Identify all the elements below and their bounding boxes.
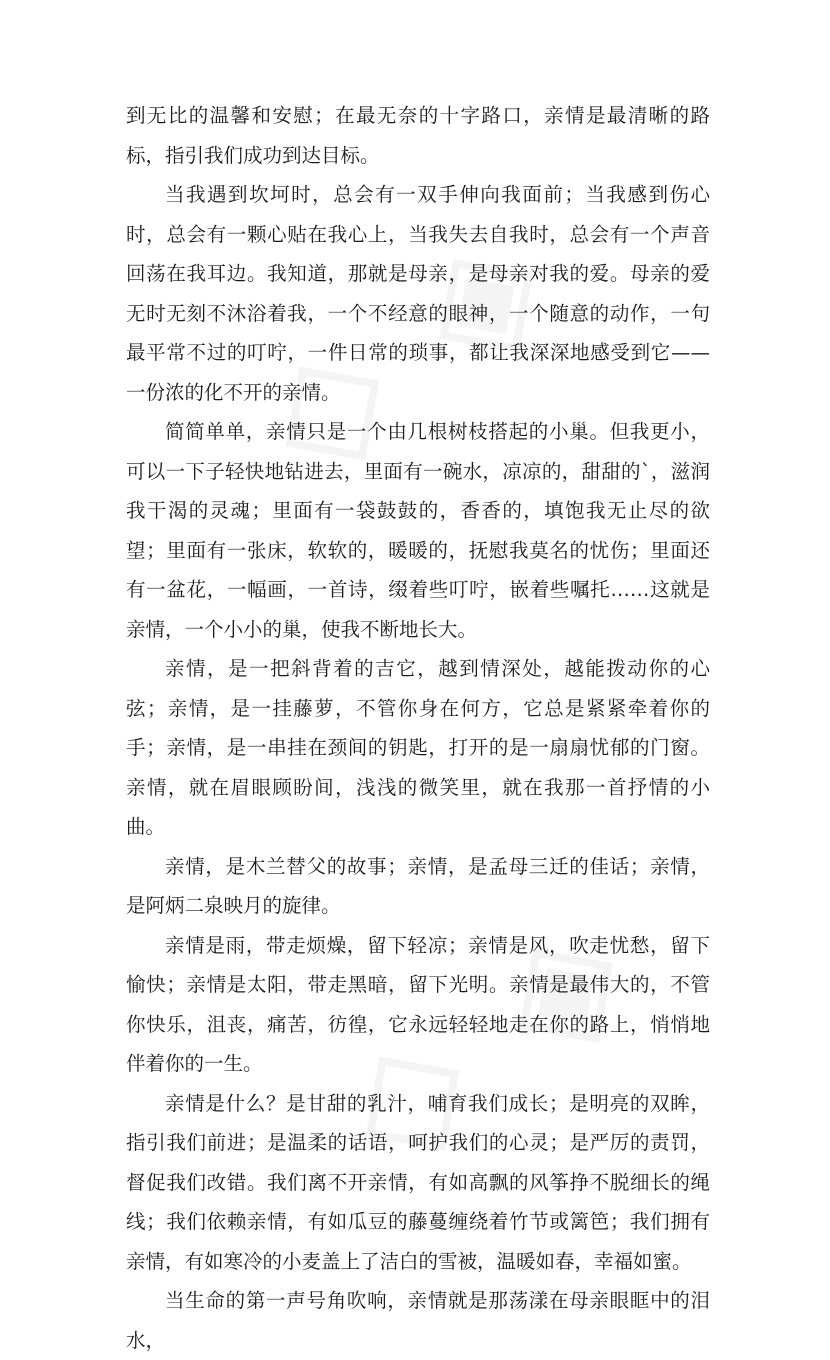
paragraph: 当生命的第一声号角吹响，亲情就是那荡漾在母亲眼眶中的泪水， (126, 1289, 710, 1352)
paragraph: 亲情，是木兰替父的故事；亲情，是孟母三迁的佳话；亲情，是阿炳二泉映月的旋律。 (126, 854, 710, 917)
paragraph: 到无比的温馨和安慰；在最无奈的十字路口，亲情是最清晰的路标，指引我们成功到达目标。 (126, 104, 710, 167)
paragraph: 亲情是什么？是甘甜的乳汁，哺育我们成长；是明亮的双眸，指引我们前进；是温柔的话语，呵护我们的心灵；是严厉的责罚，督促我们改错。我们离不开亲情，有如高飘的风筝挣不脱细长的绳线；我们依赖亲情，有如瓜豆的藤蔓缠绕着竹节或篱笆；我们拥有亲情，有如寒冷的小麦盖上了洁白的雪被，温暖如春，幸福如蜜。 (126, 1091, 710, 1273)
paragraph: 亲情是雨，带走烦燥，留下轻凉；亲情是风，吹走忧愁，留下愉快；亲情是太阳，带走黑暗，留下光明。亲情是最伟大的，不管你快乐，沮丧，痛苦，彷徨，它永远轻轻地走在你的路上，悄悄地伴着你的一生。 (126, 933, 710, 1075)
paragraph: 简简单单，亲情只是一个由几根树枝搭起的小巢。但我更小，可以一下子轻快地钻进去，里面有一碗水，凉凉的，甜甜的`，滋润我干渴的灵魂；里面有一袋鼓鼓的，香香的，填饱我无止尽的欲望；里面有一张床，软软的，暖暖的，抚慰我莫名的忧伤；里面还有一盆花，一幅画，一首诗，缀着些叮咛，嵌着些嘱托……这就是亲情，一个小小的巢，使我不断地长大。 (126, 420, 710, 641)
document-body (126, 96, 710, 1360)
paragraph: 亲情，是一把斜背着的吉它，越到情深处，越能拨动你的心弦；亲情，是一挂藤萝，不管你身在何方，它总是紧紧牵着你的手；亲情，是一串挂在颈间的钥匙，打开的是一扇扇忧郁的门窗。亲情，就在眉眼顾盼间，浅浅的微笑里，就在我那一首抒情的小曲。 (126, 657, 710, 838)
paragraph: 当我遇到坎坷时，总会有一双手伸向我面前；当我感到伤心时，总会有一颗心贴在我心上，当我失去自我时，总会有一个声音回荡在我耳边。我知道，那就是母亲，是母亲对我的爱。母亲的爱无时无刻不沐浴着我，一个不经意的眼神，一个随意的动作，一句最平常不过的叮咛，一件日常的琐事，都让我深深地感受到它——一份浓的化不开的亲情。 (126, 183, 710, 404)
